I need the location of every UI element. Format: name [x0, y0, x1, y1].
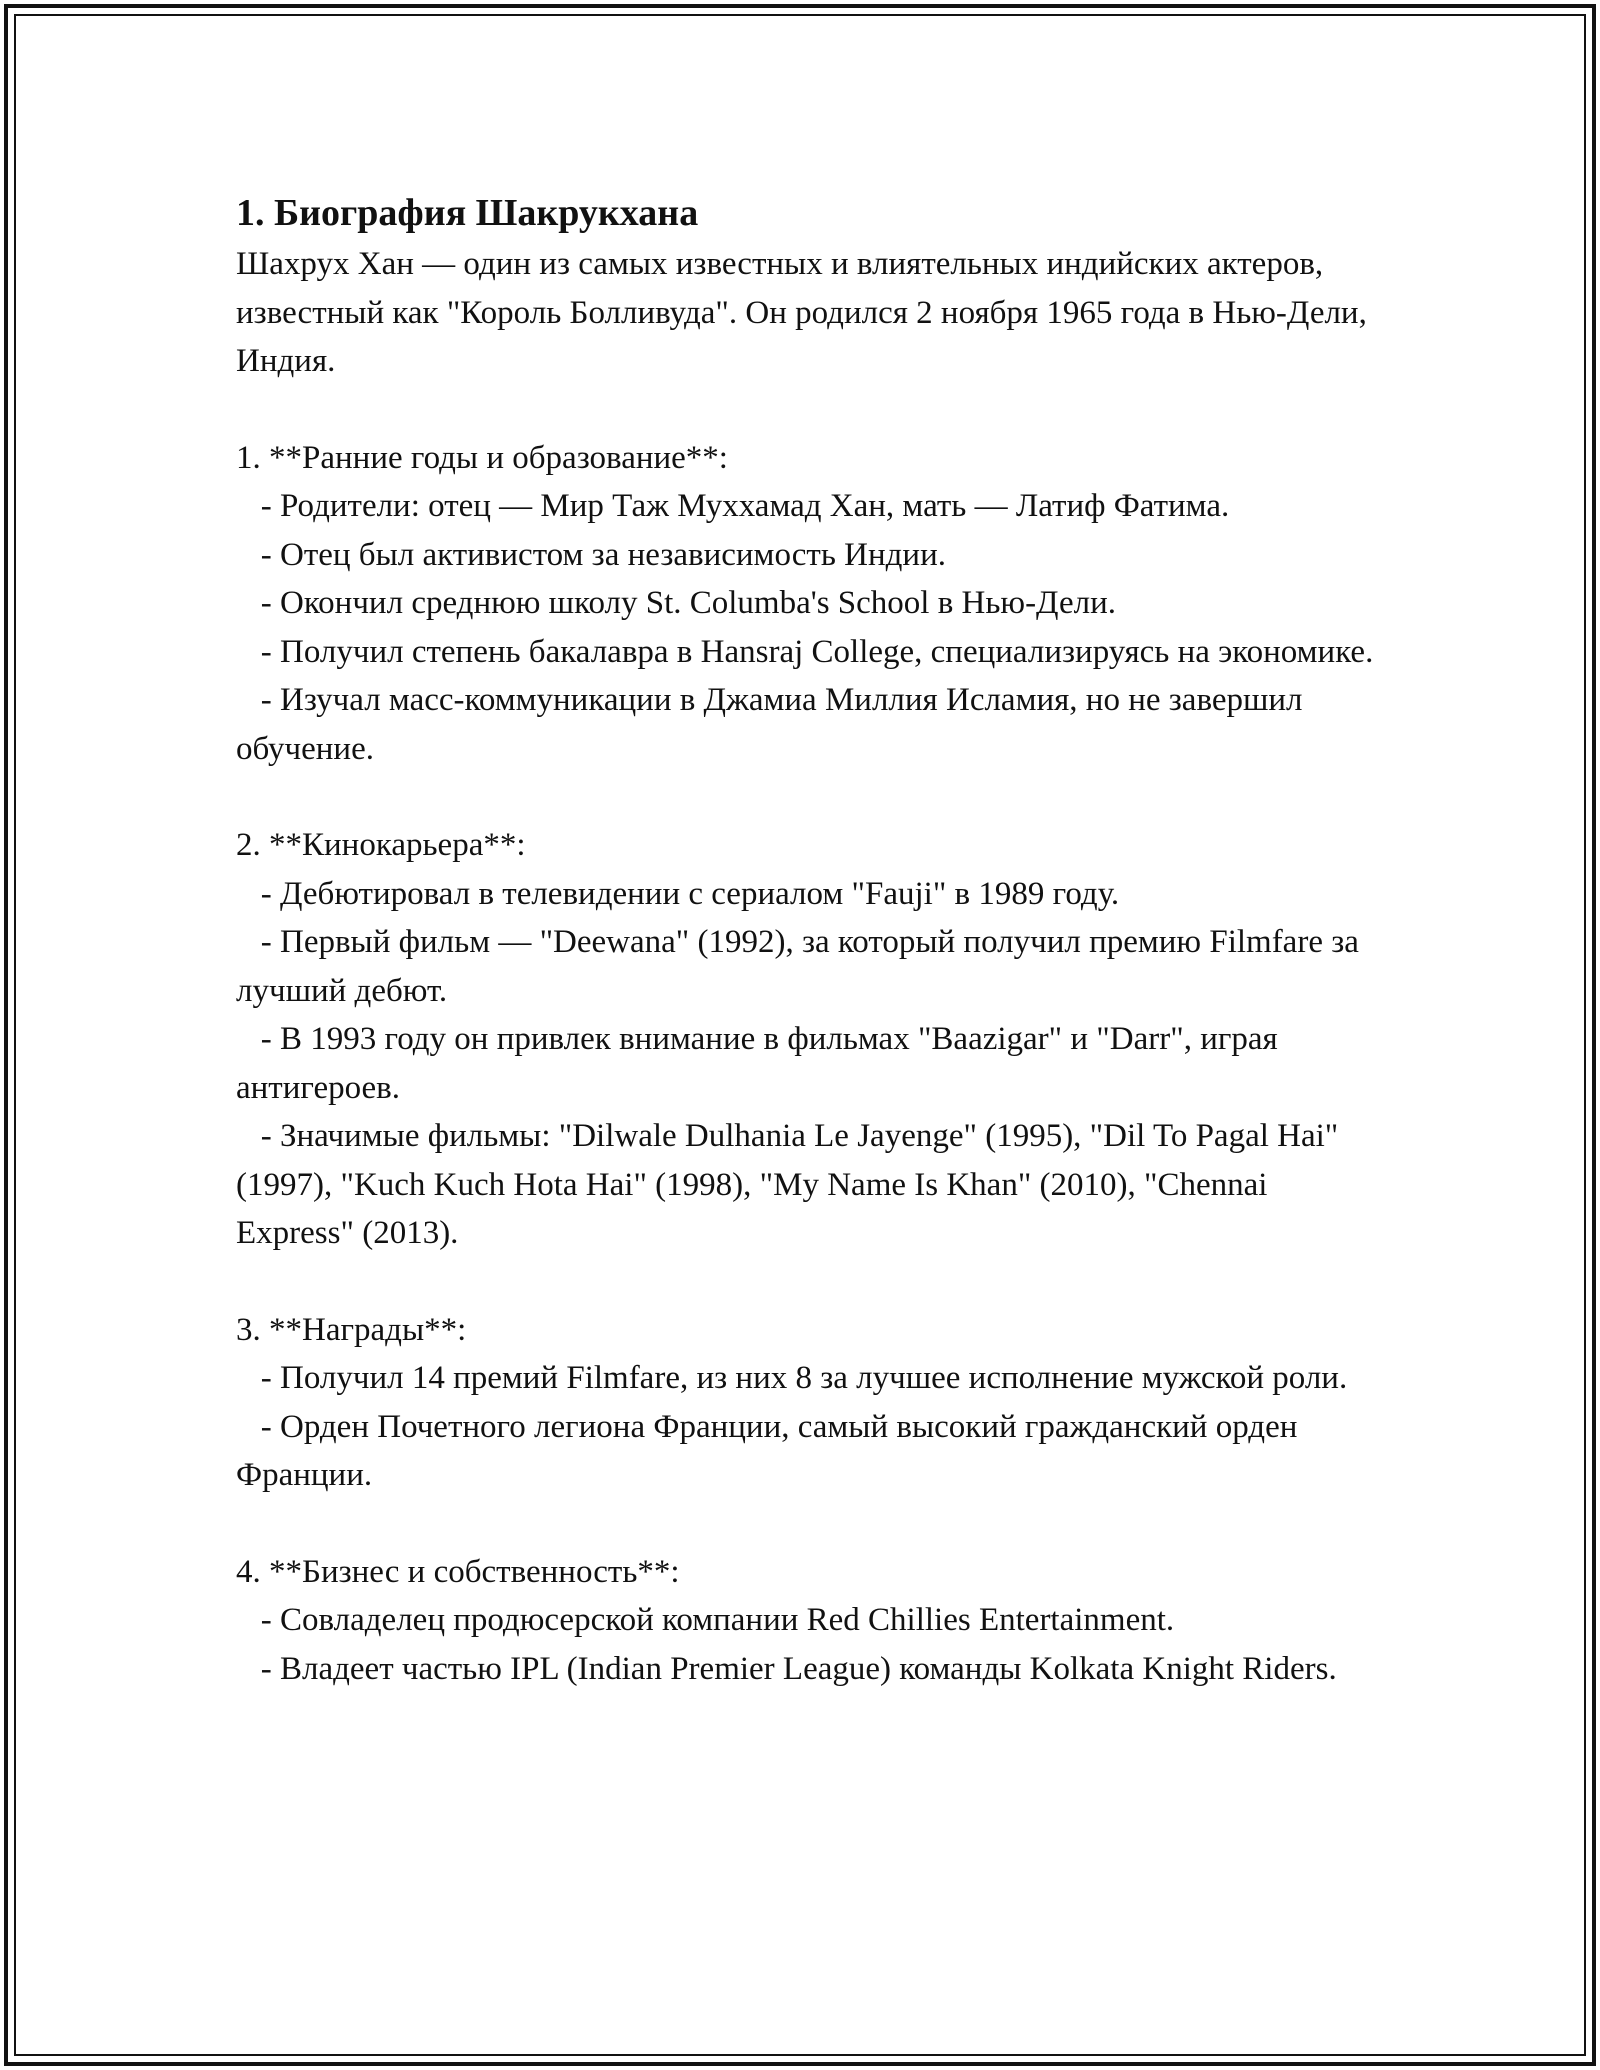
list-item: - Владеет частью IPL (Indian Premier League) команды Kolkata Knight Riders. — [236, 1650, 1337, 1687]
document-heading: 1. Биография Шакрукхана — [236, 192, 699, 234]
list-item: - Родители: отец — Мир Таж Муххамад Хан, мать — Латиф Фатима. — [236, 488, 1230, 524]
list-item: - Получил 14 премий Filmfare, из них 8 за лучшее исполнение мужской роли. — [236, 1360, 1348, 1396]
document-body — [236, 186, 1386, 1693]
list-item: - В 1993 году он привлек внимание в фильмах "Baazigar" и "Darr", играя антигероев. — [236, 1021, 1286, 1106]
section-business — [236, 1548, 1386, 1694]
list-item: - Изучал масс-коммуникации в Джамиа Миллия Исламия, но не завершил обучение. — [236, 682, 1311, 767]
list-item: - Отец был активистом за независимость Индии. — [236, 536, 946, 573]
list-item: - Окончил среднюю школу St. Columba's School в Нью-Дели. — [236, 585, 1116, 621]
section-title: 2. **Кинокарьера**: — [236, 827, 526, 863]
section-early-years — [236, 434, 1386, 774]
list-item: - Дебютировал в телевидении с сериалом "Fauji" в 1989 году. — [236, 875, 1120, 912]
list-item: - Первый фильм — "Deewana" (1992), за который получил премию Filmfare за лучший дебют. — [236, 924, 1368, 1009]
section-awards — [236, 1306, 1386, 1500]
section-title: 1. **Ранние годы и образование**: — [236, 439, 728, 476]
section-film-career — [236, 821, 1386, 1258]
list-item: - Орден Почетного легиона Франции, самый высокий гражданский орден Франции. — [236, 1408, 1306, 1493]
list-item: - Получил степень бакалавра в Hansraj College, специализируясь на экономике. — [236, 633, 1374, 670]
list-item: - Значимые фильмы: "Dilwale Dulhania Le Jayenge" (1995), "Dil To Pagal Hai" (1997), "Kuch Kuch Hota Hai" (1998), "My Name Is Khan" (2010), "Chennai Express" (2013). — [236, 1118, 1347, 1251]
section-title: 3. **Награды**: — [236, 1311, 467, 1348]
section-title: 4. **Бизнес и собственность**: — [236, 1553, 680, 1590]
list-item: - Совладелец продюсерской компании Red Chillies Entertainment. — [236, 1602, 1175, 1638]
intro-paragraph: Шахрух Хан — один из самых известных и влиятельных индийских актеров, известный как "Король Болливуда". Он родился 2 ноября 1965 года в Нью-Дели, Индия. — [236, 246, 1376, 379]
